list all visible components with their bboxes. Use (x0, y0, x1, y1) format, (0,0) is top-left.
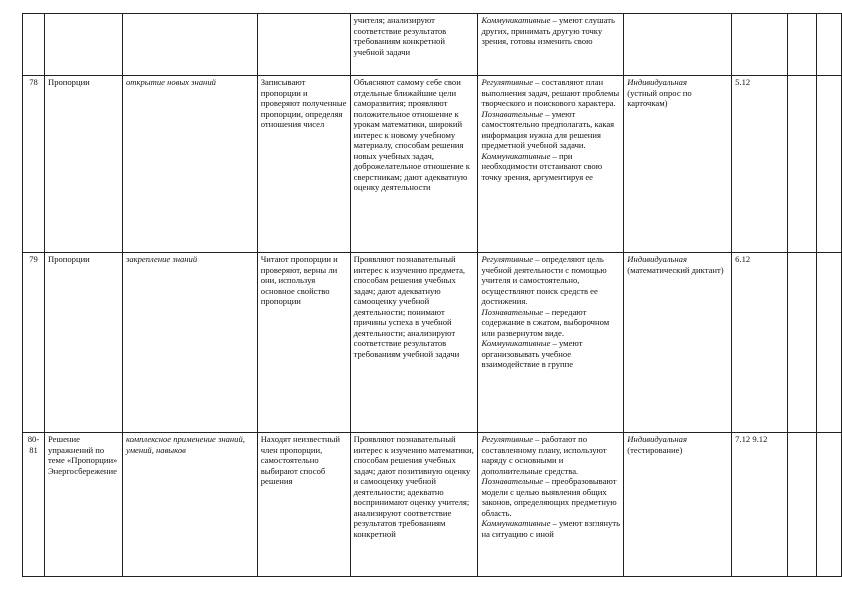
uud-item: Регулятивные – определяют цель учебной деятельности с помощью учителя и самостоятельно, осуществляют поиск средств ее достижения. (481, 254, 607, 307)
uud-item: Коммуникативные – умеют взглянуть на ситуацию с иной (481, 518, 620, 539)
control-cell (624, 253, 732, 433)
extra-cell (816, 253, 841, 433)
activity-cell: Находят неизвестный член пропорции, самостоятельно выбирают способ решения (257, 433, 350, 577)
table-row (23, 253, 842, 433)
lesson-type-cell (122, 14, 257, 76)
uud-item: Коммуникативные – при необходимости отстаивают свою точку зрения, аргументируя ее (481, 150, 603, 182)
activity-cell: Читают пропорции и проверяют, верны ли они, используя основное свойство пропорции (257, 253, 350, 433)
uud-item: Познавательные – преобразовывают модели с целью выявления общих законов, определяющих предметную область. (481, 476, 617, 518)
topic-cell: Пропорции (44, 253, 122, 433)
personal-results-cell: Объясняют самому себе свои отдельные ближайшие цели саморазвития; проявляют положительное отношение к урокам математики, широкий интерес к новому учебному материалу, способам решения новых учебных задач, доброжелательное отношение к сверстникам; дают адекватную оценку деятельности (350, 76, 478, 253)
topic-cell (44, 14, 122, 76)
personal-results-cell: учителя; анализируют соответствие результатов требованиям конкретной учебной задачи (350, 14, 478, 76)
table-row (23, 433, 842, 577)
uud-cell (478, 433, 624, 577)
uud-item: Регулятивные – работают по составленному плану, используют наряду с основными и дополнительные средства. (481, 434, 607, 476)
extra-cell (816, 433, 841, 577)
extra-cell (788, 253, 817, 433)
activity-cell: Записывают пропорции и проверяют полученные пропорции, определяя отношения чисел (257, 76, 350, 253)
uud-item: Познавательные – умеют самостоятельно предполагать, какая информация нужна для решения предметной учебной задачи. (481, 108, 615, 151)
table-row (23, 76, 842, 253)
lesson-number-cell (23, 14, 45, 76)
control-form-detail: (математический диктант) (627, 264, 724, 275)
extra-cell (788, 14, 817, 76)
control-form-label: Индивидуальная (627, 434, 687, 444)
lesson-type-cell: комплексное применение знаний, умений, навыков (122, 433, 257, 577)
extra-cell (788, 76, 817, 253)
control-form-label: Индивидуальная (627, 254, 687, 264)
extra-cell (816, 14, 841, 76)
control-form-label: Индивидуальная (627, 77, 687, 87)
lesson-number-cell: 80-81 (23, 433, 45, 577)
control-cell (624, 14, 732, 76)
uud-item: Регулятивные – составляют план выполнения задач, решают проблемы творческого и поискового характера. (481, 77, 620, 109)
extra-cell (816, 76, 841, 253)
control-form-detail: (устный опрос по карточкам) (627, 87, 692, 109)
lesson-type-cell: закрепление знаний (122, 253, 257, 433)
uud-item: Коммуникативные – умеют слушать других, принимать другую точку зрения, готовы изменить свою (481, 15, 615, 47)
lesson-type-cell: открытие новых знаний (122, 76, 257, 253)
control-cell (624, 76, 732, 253)
date-cell: 7.12 9.12 (732, 433, 788, 577)
personal-results-cell: Проявляют познавательный интерес к изучению предмета, способам решения учебных задач; дают адекватную самооценку учебной деятельности; понимают причины успеха в учебной деятельности; анализируют соответствие результатов требованиям учебной задачи (350, 253, 478, 433)
topic-cell: Решение упражнений по теме «Пропорции» Энергосбережение (44, 433, 122, 577)
date-cell (732, 14, 788, 76)
uud-item: Познавательные – передают содержание в сжатом, выборочном или развернутом виде. (481, 306, 610, 338)
uud-cell (478, 76, 624, 253)
control-cell (624, 433, 732, 577)
uud-cell (478, 253, 624, 433)
lesson-number-cell: 79 (23, 253, 45, 433)
uud-item: Коммуникативные – умеют организовывать учебное взаимодействие в группе (481, 338, 583, 370)
table-row (23, 14, 842, 76)
control-form-detail: (тестирование) (627, 444, 683, 455)
lesson-plan-table (22, 13, 842, 577)
topic-cell: Пропорции (44, 76, 122, 253)
extra-cell (788, 433, 817, 577)
uud-cell (478, 14, 624, 76)
date-cell: 5.12 (732, 76, 788, 253)
lesson-number-cell: 78 (23, 76, 45, 253)
activity-cell (257, 14, 350, 76)
personal-results-cell: Проявляют познавательный интерес к изучению математики, способам решения учебных задач; дают позитивную оценку и самооценку учебной деятельности; адекватно воспринимают оценку учителя; анализируют соответствие результатов требованиям конкретной (350, 433, 478, 577)
date-cell: 6.12 (732, 253, 788, 433)
